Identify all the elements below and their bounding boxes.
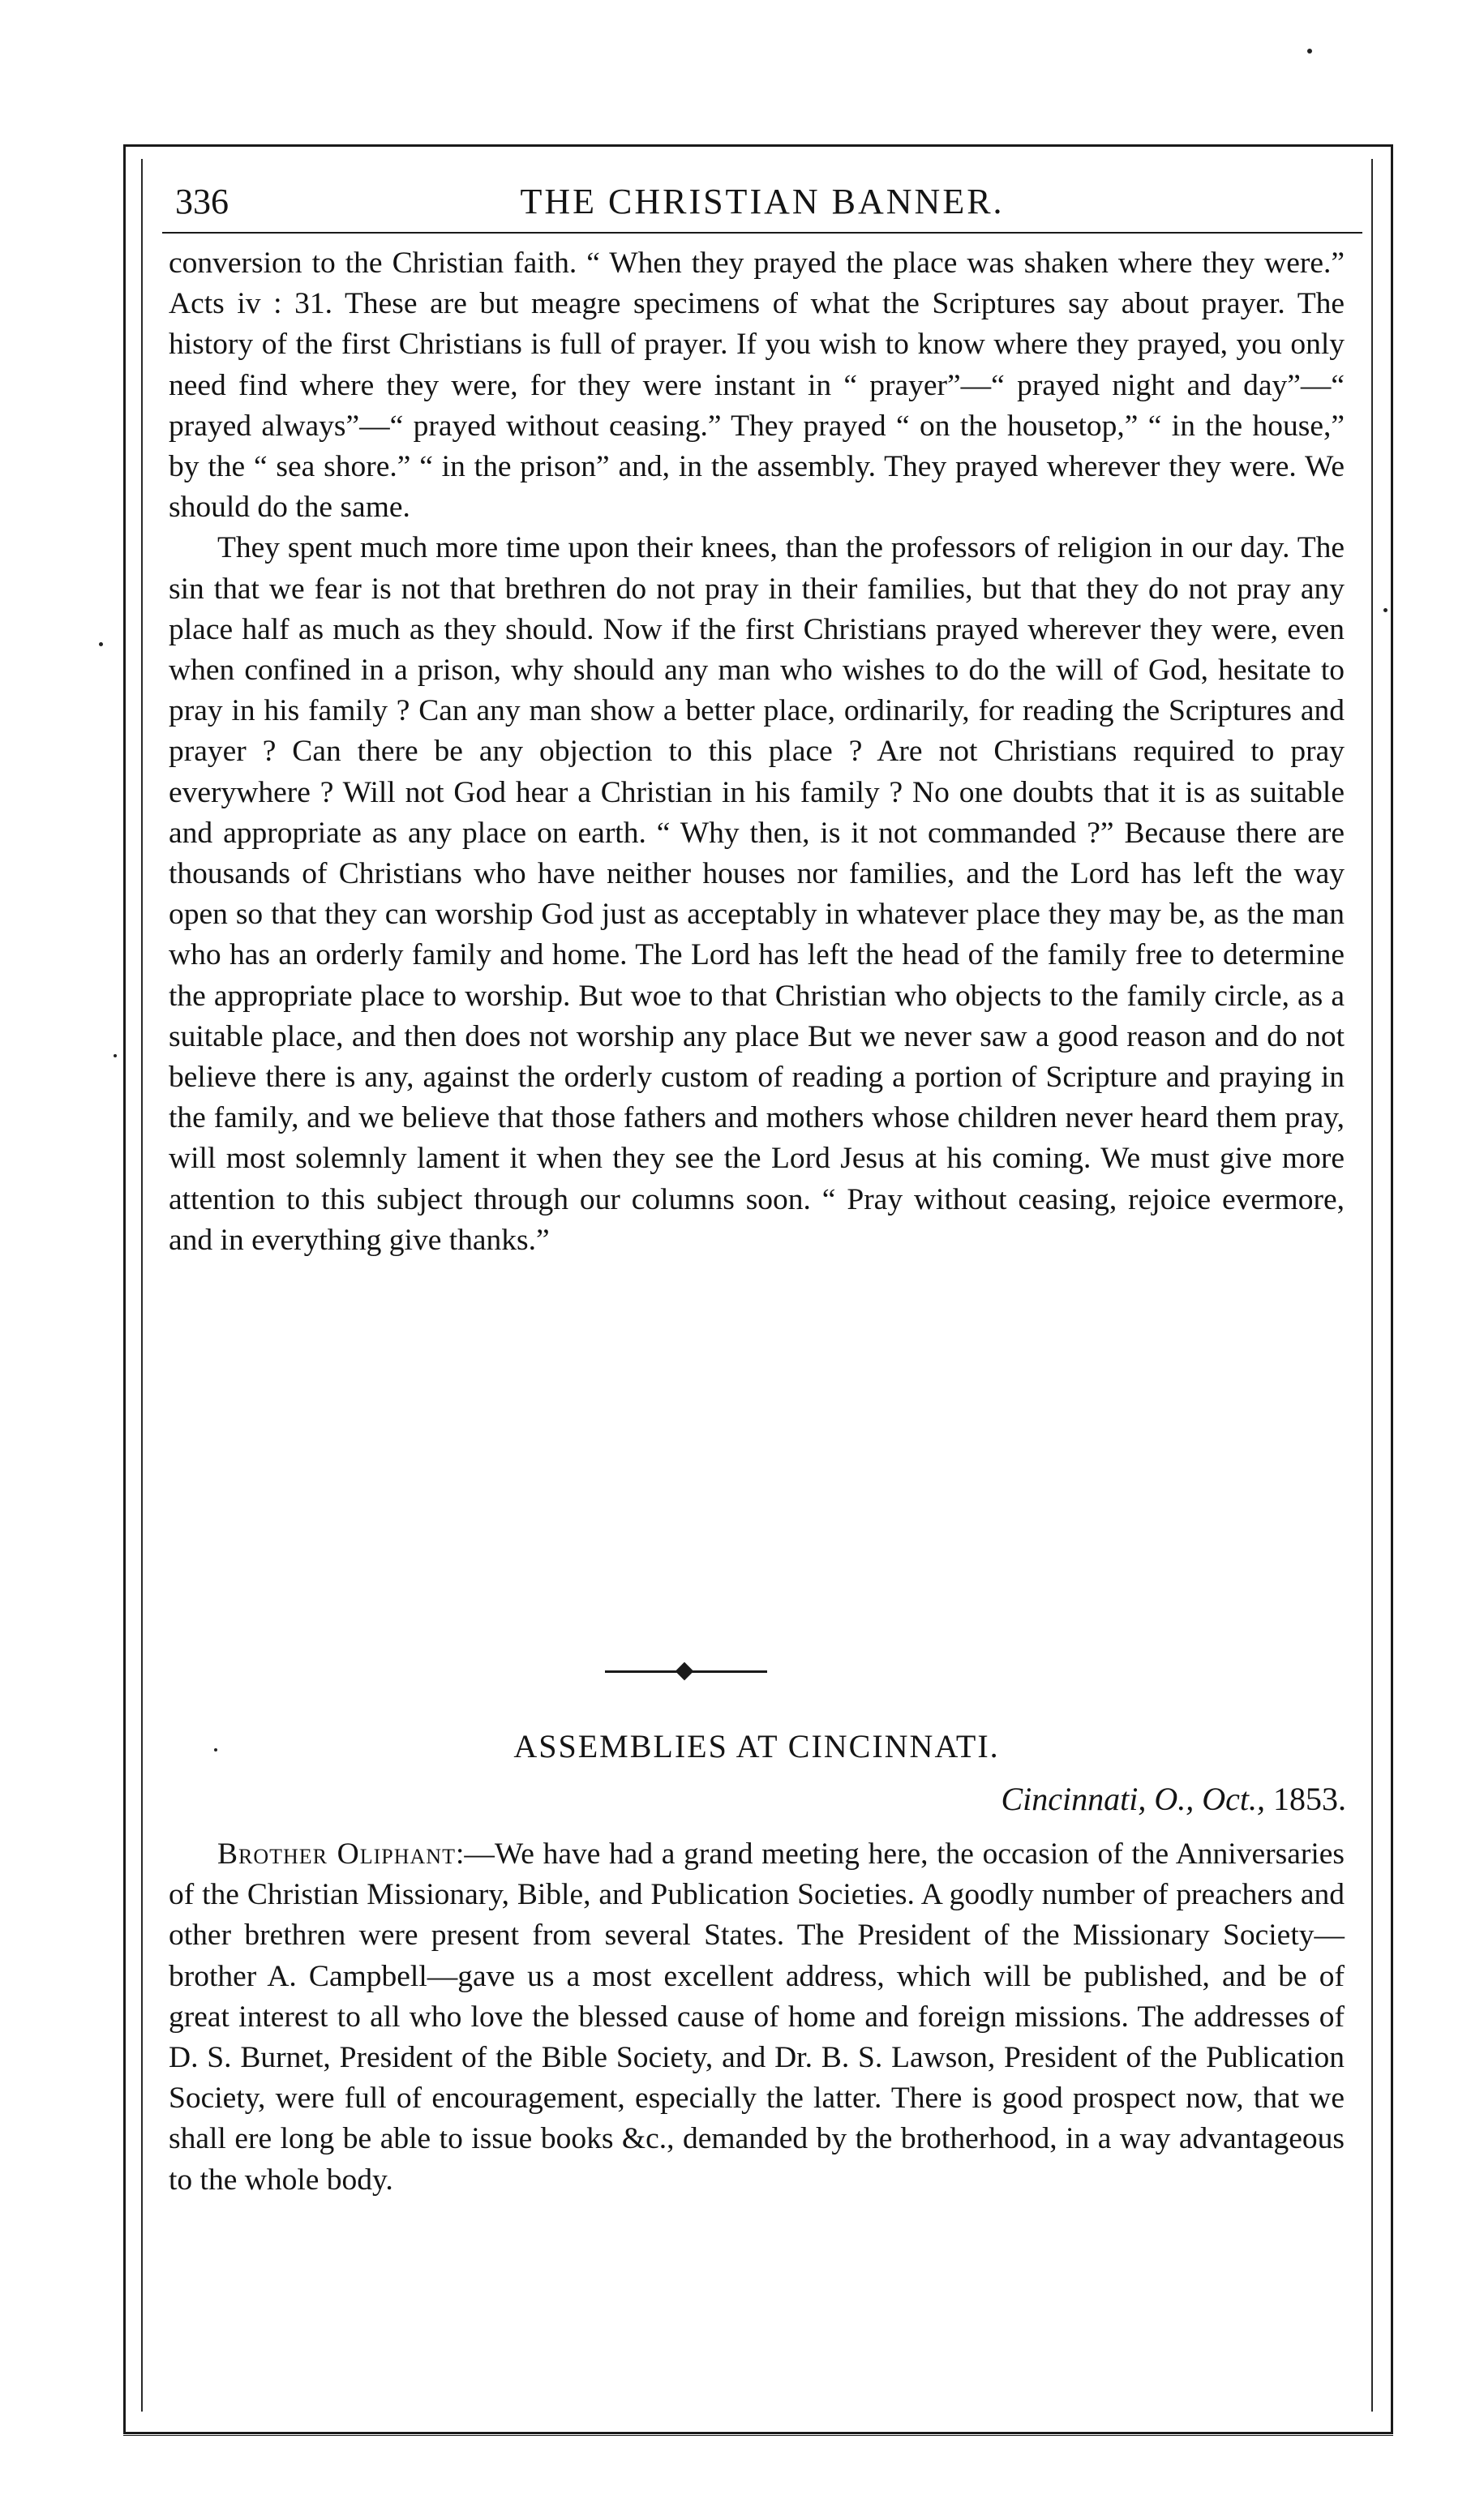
header-rule (162, 232, 1362, 234)
article-title: ASSEMBLIES AT CINCINNATI. (513, 1728, 1000, 1764)
bottom-double-rule (123, 2433, 1393, 2436)
paragraph-1: conversion to the Christian faith. “ When they prayed the place was shaken where they were.” Acts iv : 31. These are but meagre specimens of what the Scriptures say about prayer. The history of the first Christians is full of prayer. If you wish to know where they prayed, you only need find where they were, for they were instant in “ prayer”—“ prayed night and day”—“ prayed always”—“ prayed without ceasing.” They prayed “ on the housetop,” “ in the house,” by the “ sea shore.” “ in the prison” and, in the assembly. They prayed wherever they were. We should do the same. (169, 247, 1345, 525)
letter-body: :—We have had a grand meeting here, the occasion of the Anniversaries of the Christian Missionary, Bible, and Publication Societies. A goodly number of preachers and other brethren were present from several States. The President of the Missionary Society—brother A. Campbell—gave us a most excellent address, which will be published, and be of great interest to all who love the blessed cause of home and foreign missions. The addresses of D. S. Burnet, President of the Bible Society, and Dr. B. S. Lawson, President of the Publication Society, were full of encouragement, especially the latter. There is good prospect now, that we shall ere long be able to issue books &c., demanded by the brotherhood, in a way advantageous to the whole body. (169, 1837, 1345, 2197)
scan-speck (1307, 49, 1312, 54)
scan-speck (1383, 608, 1387, 612)
running-title: THE CHRISTIAN BANNER. (520, 182, 1005, 221)
dateline-place: Cincinnati, O., Oct., (1001, 1781, 1265, 1817)
page-number: 336 (175, 182, 229, 221)
page-header (162, 166, 1362, 223)
dateline (1001, 1780, 1346, 1818)
scan-speck (99, 642, 103, 646)
scan-speck (114, 1054, 117, 1057)
paragraph-2: They spent much more time upon their knees, than the professors of religion in our day. The sin that we fear is not that brethren do not pray in their families, but that they do not pray any place half as much as they should. Now if the first Christians prayed wherever they were, even when confined in a prison, why should any man who wishes to do the will of God, hesitate to pray in his family ? Can any man show a better place, ordinarily, for reading the Scriptures and prayer ? Can there be any objection to this place ? Are not Christians required to pray everywhere ? Will not God hear a Christian in his family ? No one doubts that it is as suitable and appropriate as any place on earth. “ Why then, is it not commanded ?” Because there are thousands of Christians who have neither houses nor families, and the Lord has left the way open so that they can worship God just as acceptably in whatever place they may be, as the man who has an orderly family and home. The Lord has left the head of the family free to determine the appropriate place to worship. But woe to that Christian who objects to the family circle, as a suitable place, and then does not worship any place But we never saw a good reason and do not believe there is any, against the orderly custom of reading a portion of Scripture and praying in the family, and we believe that those fathers and mothers whose children never heard them pray, will most solemnly lament it when they see the Lord Jesus at his coming. We must give more attention to this subject through our columns soon. “ Pray without ceasing, rejoice evermore, and in everything give thanks.” (169, 531, 1345, 1257)
salutation: Brother Oliphant (217, 1837, 456, 1871)
article-prayer-body (169, 243, 1345, 1261)
article-assemblies-body (169, 1834, 1345, 2201)
dateline-year: 1853. (1273, 1781, 1346, 1817)
letter-paragraph (169, 1834, 1345, 2201)
